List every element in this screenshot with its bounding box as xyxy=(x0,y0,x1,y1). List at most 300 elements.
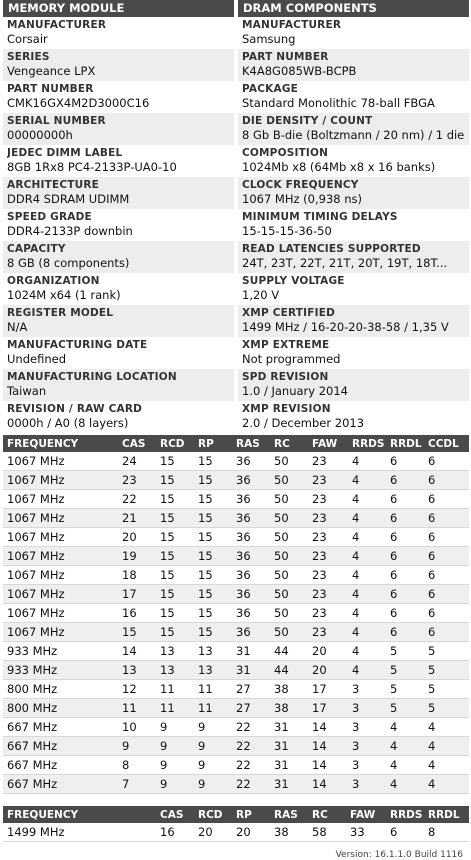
column-header-faw: FAW xyxy=(346,806,386,823)
table-cell: 15 xyxy=(156,490,194,509)
version-label: Version: 16.1.1.0 Build 1116 xyxy=(335,850,463,860)
table-cell: 31 xyxy=(232,661,270,680)
table-cell: 5 xyxy=(386,680,424,699)
field-value: 1.0 / January 2014 xyxy=(242,384,348,398)
table-cell: 50 xyxy=(270,623,308,642)
field-label: ORGANIZATION xyxy=(7,275,100,287)
module-field xyxy=(3,369,234,401)
components-field xyxy=(238,241,469,273)
field-value: Undefined xyxy=(7,352,66,366)
field-label: PART NUMBER xyxy=(7,83,94,95)
field-label: XMP EXTREME xyxy=(242,339,330,351)
table-cell: 9 xyxy=(194,737,232,756)
table-cell: 8 xyxy=(424,823,469,842)
table-row xyxy=(3,823,469,842)
table-cell: 6 xyxy=(424,452,469,471)
table-cell: 15 xyxy=(194,585,232,604)
module-field xyxy=(3,337,234,369)
field-value: 1024M x64 (1 rank) xyxy=(7,288,121,302)
field-value: Samsung xyxy=(242,32,296,46)
table-cell: 3 xyxy=(348,718,386,737)
field-value: 1,20 V xyxy=(242,288,280,302)
field-label: MANUFACTURER xyxy=(242,19,342,31)
table-cell: 36 xyxy=(232,585,270,604)
field-label: MANUFACTURER xyxy=(7,19,107,31)
table-cell: 5 xyxy=(424,699,469,718)
table-cell: 1067 MHz xyxy=(3,623,118,642)
field-label: DIE DENSITY / COUNT xyxy=(242,115,373,127)
xmp-header-row xyxy=(3,806,469,823)
table-cell: 10 xyxy=(118,718,156,737)
table-cell: 24 xyxy=(118,452,156,471)
table-row xyxy=(3,585,469,604)
field-value: N/A xyxy=(7,320,28,334)
table-cell: 4 xyxy=(424,756,469,775)
table-row xyxy=(3,528,469,547)
table-cell: 16 xyxy=(118,604,156,623)
field-value: DDR4-2133P downbin xyxy=(7,224,133,238)
dram-components-fields xyxy=(238,17,469,433)
field-label: SERIES xyxy=(7,51,50,63)
table-cell: 4 xyxy=(348,471,386,490)
table-cell: 44 xyxy=(270,642,308,661)
table-cell: 6 xyxy=(386,490,424,509)
field-label: SPEED GRADE xyxy=(7,211,92,223)
table-cell: 6 xyxy=(386,471,424,490)
column-header-ccdl: CCDL xyxy=(424,435,469,452)
table-cell: 14 xyxy=(118,642,156,661)
table-cell: 44 xyxy=(270,661,308,680)
module-field xyxy=(3,17,234,49)
table-cell: 6 xyxy=(386,566,424,585)
table-cell: 20 xyxy=(118,528,156,547)
module-field xyxy=(3,209,234,241)
field-label: XMP REVISION xyxy=(242,403,331,415)
field-value: 8 GB (8 components) xyxy=(7,256,130,270)
table-cell: 4 xyxy=(348,452,386,471)
module-field xyxy=(3,273,234,305)
table-cell: 6 xyxy=(386,604,424,623)
column-header-ras: RAS xyxy=(232,435,270,452)
field-value: K4A8G085WB-BCPB xyxy=(242,64,357,78)
table-row xyxy=(3,737,469,756)
table-cell: 6 xyxy=(386,623,424,642)
field-label: PART NUMBER xyxy=(242,51,329,63)
components-field xyxy=(238,273,469,305)
table-cell: 31 xyxy=(270,718,308,737)
column-header-cas: CAS xyxy=(118,435,156,452)
table-row xyxy=(3,509,469,528)
table-cell: 27 xyxy=(232,699,270,718)
table-cell: 6 xyxy=(424,471,469,490)
table-cell: 5 xyxy=(424,642,469,661)
table-cell: 15 xyxy=(194,623,232,642)
table-cell: 13 xyxy=(156,661,194,680)
table-cell: 1067 MHz xyxy=(3,490,118,509)
column-header-rrdl: RRDL xyxy=(424,806,469,823)
field-value: 2.0 / December 2013 xyxy=(242,416,365,430)
table-cell: 6 xyxy=(424,509,469,528)
table-cell: 14 xyxy=(308,775,348,794)
table-row xyxy=(3,471,469,490)
table-cell: 15 xyxy=(194,547,232,566)
column-header-cas: CAS xyxy=(156,806,194,823)
table-cell: 31 xyxy=(270,775,308,794)
table-cell: 4 xyxy=(424,718,469,737)
table-cell: 6 xyxy=(424,528,469,547)
field-value: 24T, 23T, 22T, 21T, 20T, 19T, 18T... xyxy=(242,256,448,270)
table-cell: 1067 MHz xyxy=(3,547,118,566)
table-cell: 11 xyxy=(118,699,156,718)
field-label: SPD REVISION xyxy=(242,371,329,383)
table-cell: 6 xyxy=(386,452,424,471)
table-cell: 36 xyxy=(232,566,270,585)
table-cell: 5 xyxy=(386,661,424,680)
table-cell: 50 xyxy=(270,528,308,547)
table-cell: 38 xyxy=(270,680,308,699)
table-cell: 36 xyxy=(232,452,270,471)
column-header-rc: RC xyxy=(308,806,346,823)
field-value: 15-15-15-36-50 xyxy=(242,224,332,238)
field-label: READ LATENCIES SUPPORTED xyxy=(242,243,421,255)
table-row xyxy=(3,661,469,680)
field-label: REGISTER MODEL xyxy=(7,307,114,319)
module-field xyxy=(3,81,234,113)
table-cell: 50 xyxy=(270,604,308,623)
components-field xyxy=(238,145,469,177)
column-header-faw: FAW xyxy=(308,435,348,452)
table-cell: 4 xyxy=(348,490,386,509)
field-value: 1499 MHz / 16-20-20-38-58 / 1,35 V xyxy=(242,320,449,334)
table-cell: 15 xyxy=(194,528,232,547)
column-header-rrds: RRDS xyxy=(348,435,386,452)
table-cell: 9 xyxy=(194,775,232,794)
table-cell: 50 xyxy=(270,471,308,490)
table-cell: 800 MHz xyxy=(3,680,118,699)
components-field xyxy=(238,209,469,241)
module-field xyxy=(3,241,234,273)
table-cell: 23 xyxy=(308,585,348,604)
table-cell: 1067 MHz xyxy=(3,452,118,471)
spd-report xyxy=(3,0,469,860)
column-header-rp: RP xyxy=(232,806,270,823)
table-cell: 5 xyxy=(386,699,424,718)
table-cell: 1067 MHz xyxy=(3,604,118,623)
field-value: 1024Mb x8 (64Mb x8 x 16 banks) xyxy=(242,160,436,174)
table-cell: 22 xyxy=(232,737,270,756)
table-cell: 27 xyxy=(232,680,270,699)
field-label: SUPPLY VOLTAGE xyxy=(242,275,345,287)
table-cell: 15 xyxy=(156,566,194,585)
table-row xyxy=(3,452,469,471)
table-cell: 4 xyxy=(348,547,386,566)
table-row xyxy=(3,623,469,642)
timing-header-row xyxy=(3,435,469,452)
table-cell: 20 xyxy=(194,823,232,842)
field-value: Standard Monolithic 78-ball FBGA xyxy=(242,96,435,110)
table-cell: 36 xyxy=(232,528,270,547)
table-cell: 23 xyxy=(308,547,348,566)
field-value: Taiwan xyxy=(7,384,47,398)
field-value: CMK16GX4M2D3000C16 xyxy=(7,96,150,110)
module-field xyxy=(3,49,234,81)
field-value: 8GB 1Rx8 PC4-2133P-UA0-10 xyxy=(7,160,177,174)
table-cell: 38 xyxy=(270,699,308,718)
column-header-rc: RC xyxy=(270,435,308,452)
dram-components-header: DRAM COMPONENTS xyxy=(238,0,469,17)
table-cell: 20 xyxy=(308,642,348,661)
field-value: 00000000h xyxy=(7,128,73,142)
table-cell: 15 xyxy=(194,452,232,471)
components-field xyxy=(238,49,469,81)
table-cell: 17 xyxy=(118,585,156,604)
table-row xyxy=(3,642,469,661)
memory-module-panel xyxy=(3,0,234,433)
table-cell: 4 xyxy=(386,756,424,775)
table-cell: 4 xyxy=(424,737,469,756)
memory-module-fields xyxy=(3,17,234,433)
table-cell: 9 xyxy=(118,737,156,756)
table-cell: 933 MHz xyxy=(3,642,118,661)
table-cell: 23 xyxy=(308,509,348,528)
table-cell: 4 xyxy=(386,718,424,737)
table-cell: 23 xyxy=(308,471,348,490)
table-cell: 4 xyxy=(348,528,386,547)
jedec-timing-table xyxy=(3,435,469,794)
table-cell: 3 xyxy=(348,737,386,756)
table-cell: 36 xyxy=(232,471,270,490)
table-cell: 4 xyxy=(348,623,386,642)
table-cell: 15 xyxy=(156,509,194,528)
field-label: ARCHITECTURE xyxy=(7,179,99,191)
table-cell: 15 xyxy=(194,509,232,528)
table-row xyxy=(3,680,469,699)
table-cell: 9 xyxy=(156,737,194,756)
table-cell: 15 xyxy=(156,623,194,642)
table-cell: 8 xyxy=(118,756,156,775)
components-field xyxy=(238,177,469,209)
module-field xyxy=(3,113,234,145)
table-row xyxy=(3,604,469,623)
table-cell: 4 xyxy=(348,509,386,528)
table-cell: 1067 MHz xyxy=(3,585,118,604)
table-cell: 6 xyxy=(424,490,469,509)
table-cell: 4 xyxy=(348,585,386,604)
table-cell: 4 xyxy=(424,775,469,794)
table-cell: 22 xyxy=(232,718,270,737)
table-cell: 13 xyxy=(194,642,232,661)
field-label: COMPOSITION xyxy=(242,147,329,159)
table-cell: 5 xyxy=(386,642,424,661)
table-cell: 50 xyxy=(270,547,308,566)
table-cell: 15 xyxy=(156,528,194,547)
table-cell: 4 xyxy=(348,566,386,585)
table-cell: 3 xyxy=(348,756,386,775)
table-cell: 15 xyxy=(156,604,194,623)
table-cell: 667 MHz xyxy=(3,737,118,756)
table-cell: 31 xyxy=(232,642,270,661)
table-cell: 6 xyxy=(424,566,469,585)
table-cell: 23 xyxy=(308,623,348,642)
table-cell: 7 xyxy=(118,775,156,794)
module-field xyxy=(3,177,234,209)
components-field xyxy=(238,17,469,49)
field-label: CAPACITY xyxy=(7,243,66,255)
table-cell: 36 xyxy=(232,547,270,566)
field-value: Vengeance LPX xyxy=(7,64,96,78)
field-value: Not programmed xyxy=(242,352,341,366)
table-cell: 50 xyxy=(270,509,308,528)
timing-body xyxy=(3,452,469,794)
table-cell: 15 xyxy=(194,604,232,623)
table-cell: 800 MHz xyxy=(3,699,118,718)
table-cell: 36 xyxy=(232,623,270,642)
components-field xyxy=(238,337,469,369)
field-value: 0000h / A0 (8 layers) xyxy=(7,416,129,430)
table-cell: 15 xyxy=(194,566,232,585)
table-cell: 6 xyxy=(386,823,424,842)
table-cell: 1067 MHz xyxy=(3,509,118,528)
memory-module-header: MEMORY MODULE xyxy=(3,0,234,17)
column-header-rrdl: RRDL xyxy=(386,435,424,452)
field-label: MANUFACTURING DATE xyxy=(7,339,148,351)
table-cell: 14 xyxy=(308,756,348,775)
table-cell: 15 xyxy=(156,452,194,471)
table-cell: 15 xyxy=(156,585,194,604)
table-cell: 9 xyxy=(194,756,232,775)
table-cell: 15 xyxy=(194,471,232,490)
table-cell: 36 xyxy=(232,509,270,528)
field-value: 8 Gb B-die (Boltzmann / 20 nm) / 1 die xyxy=(242,128,465,142)
table-cell: 15 xyxy=(156,547,194,566)
components-field xyxy=(238,401,469,433)
components-field xyxy=(238,81,469,113)
table-cell: 36 xyxy=(232,604,270,623)
field-value: Corsair xyxy=(7,32,48,46)
table-cell: 11 xyxy=(156,699,194,718)
table-cell: 31 xyxy=(270,737,308,756)
table-cell: 933 MHz xyxy=(3,661,118,680)
table-cell: 5 xyxy=(424,661,469,680)
table-cell: 22 xyxy=(118,490,156,509)
table-cell: 667 MHz xyxy=(3,756,118,775)
table-cell: 3 xyxy=(348,699,386,718)
table-cell: 22 xyxy=(232,756,270,775)
components-field xyxy=(238,113,469,145)
column-header-rcd: RCD xyxy=(156,435,194,452)
field-label: MANUFACTURING LOCATION xyxy=(7,371,177,383)
table-row xyxy=(3,566,469,585)
table-cell: 38 xyxy=(270,823,308,842)
field-label: SERIAL NUMBER xyxy=(7,115,106,127)
table-cell: 6 xyxy=(424,623,469,642)
table-cell: 31 xyxy=(270,756,308,775)
column-header-rrds: RRDS xyxy=(386,806,424,823)
field-value: DDR4 SDRAM UDIMM xyxy=(7,192,130,206)
table-cell: 6 xyxy=(386,547,424,566)
table-cell: 9 xyxy=(156,756,194,775)
table-cell: 5 xyxy=(424,680,469,699)
table-cell: 6 xyxy=(424,585,469,604)
table-cell: 50 xyxy=(270,566,308,585)
table-cell: 4 xyxy=(348,604,386,623)
table-cell: 18 xyxy=(118,566,156,585)
column-header-ras: RAS xyxy=(270,806,308,823)
table-row xyxy=(3,775,469,794)
table-cell: 17 xyxy=(308,699,348,718)
table-cell: 6 xyxy=(424,604,469,623)
table-cell: 9 xyxy=(194,718,232,737)
table-cell: 9 xyxy=(156,718,194,737)
table-cell: 50 xyxy=(270,585,308,604)
module-field xyxy=(3,401,234,433)
table-cell: 14 xyxy=(308,737,348,756)
table-cell: 1067 MHz xyxy=(3,566,118,585)
dram-components-panel xyxy=(238,0,469,433)
table-cell: 14 xyxy=(308,718,348,737)
module-field xyxy=(3,305,234,337)
table-cell: 11 xyxy=(156,680,194,699)
table-cell: 36 xyxy=(232,490,270,509)
table-cell: 20 xyxy=(232,823,270,842)
table-cell: 23 xyxy=(308,528,348,547)
xmp-timing-table xyxy=(3,806,469,842)
table-cell: 11 xyxy=(194,680,232,699)
table-cell: 17 xyxy=(308,680,348,699)
table-cell: 1067 MHz xyxy=(3,528,118,547)
column-header-frequency: FREQUENCY xyxy=(3,806,156,823)
table-cell: 1067 MHz xyxy=(3,471,118,490)
table-cell: 4 xyxy=(348,661,386,680)
table-cell: 6 xyxy=(386,528,424,547)
table-cell: 6 xyxy=(386,585,424,604)
field-label: PACKAGE xyxy=(242,83,299,95)
table-cell: 4 xyxy=(348,642,386,661)
components-field xyxy=(238,369,469,401)
table-cell: 4 xyxy=(386,737,424,756)
table-cell: 20 xyxy=(308,661,348,680)
table-cell: 12 xyxy=(118,680,156,699)
table-row xyxy=(3,547,469,566)
table-cell: 6 xyxy=(424,547,469,566)
field-label: JEDEC DIMM LABEL xyxy=(7,147,123,159)
table-row xyxy=(3,490,469,509)
table-cell: 58 xyxy=(308,823,346,842)
table-cell: 6 xyxy=(386,509,424,528)
column-header-rp: RP xyxy=(194,435,232,452)
table-cell: 23 xyxy=(308,604,348,623)
table-cell: 3 xyxy=(348,775,386,794)
table-row xyxy=(3,756,469,775)
table-cell: 23 xyxy=(118,471,156,490)
table-cell: 22 xyxy=(232,775,270,794)
table-cell: 50 xyxy=(270,452,308,471)
column-header-frequency: FREQUENCY xyxy=(3,435,118,452)
module-field xyxy=(3,145,234,177)
table-cell: 667 MHz xyxy=(3,775,118,794)
table-cell: 23 xyxy=(308,566,348,585)
table-cell: 4 xyxy=(386,775,424,794)
table-cell: 19 xyxy=(118,547,156,566)
table-cell: 21 xyxy=(118,509,156,528)
table-cell: 50 xyxy=(270,490,308,509)
table-cell: 23 xyxy=(308,452,348,471)
column-header-rcd: RCD xyxy=(194,806,232,823)
table-cell: 1499 MHz xyxy=(3,823,156,842)
table-cell: 33 xyxy=(346,823,386,842)
table-cell: 3 xyxy=(348,680,386,699)
components-field xyxy=(238,305,469,337)
